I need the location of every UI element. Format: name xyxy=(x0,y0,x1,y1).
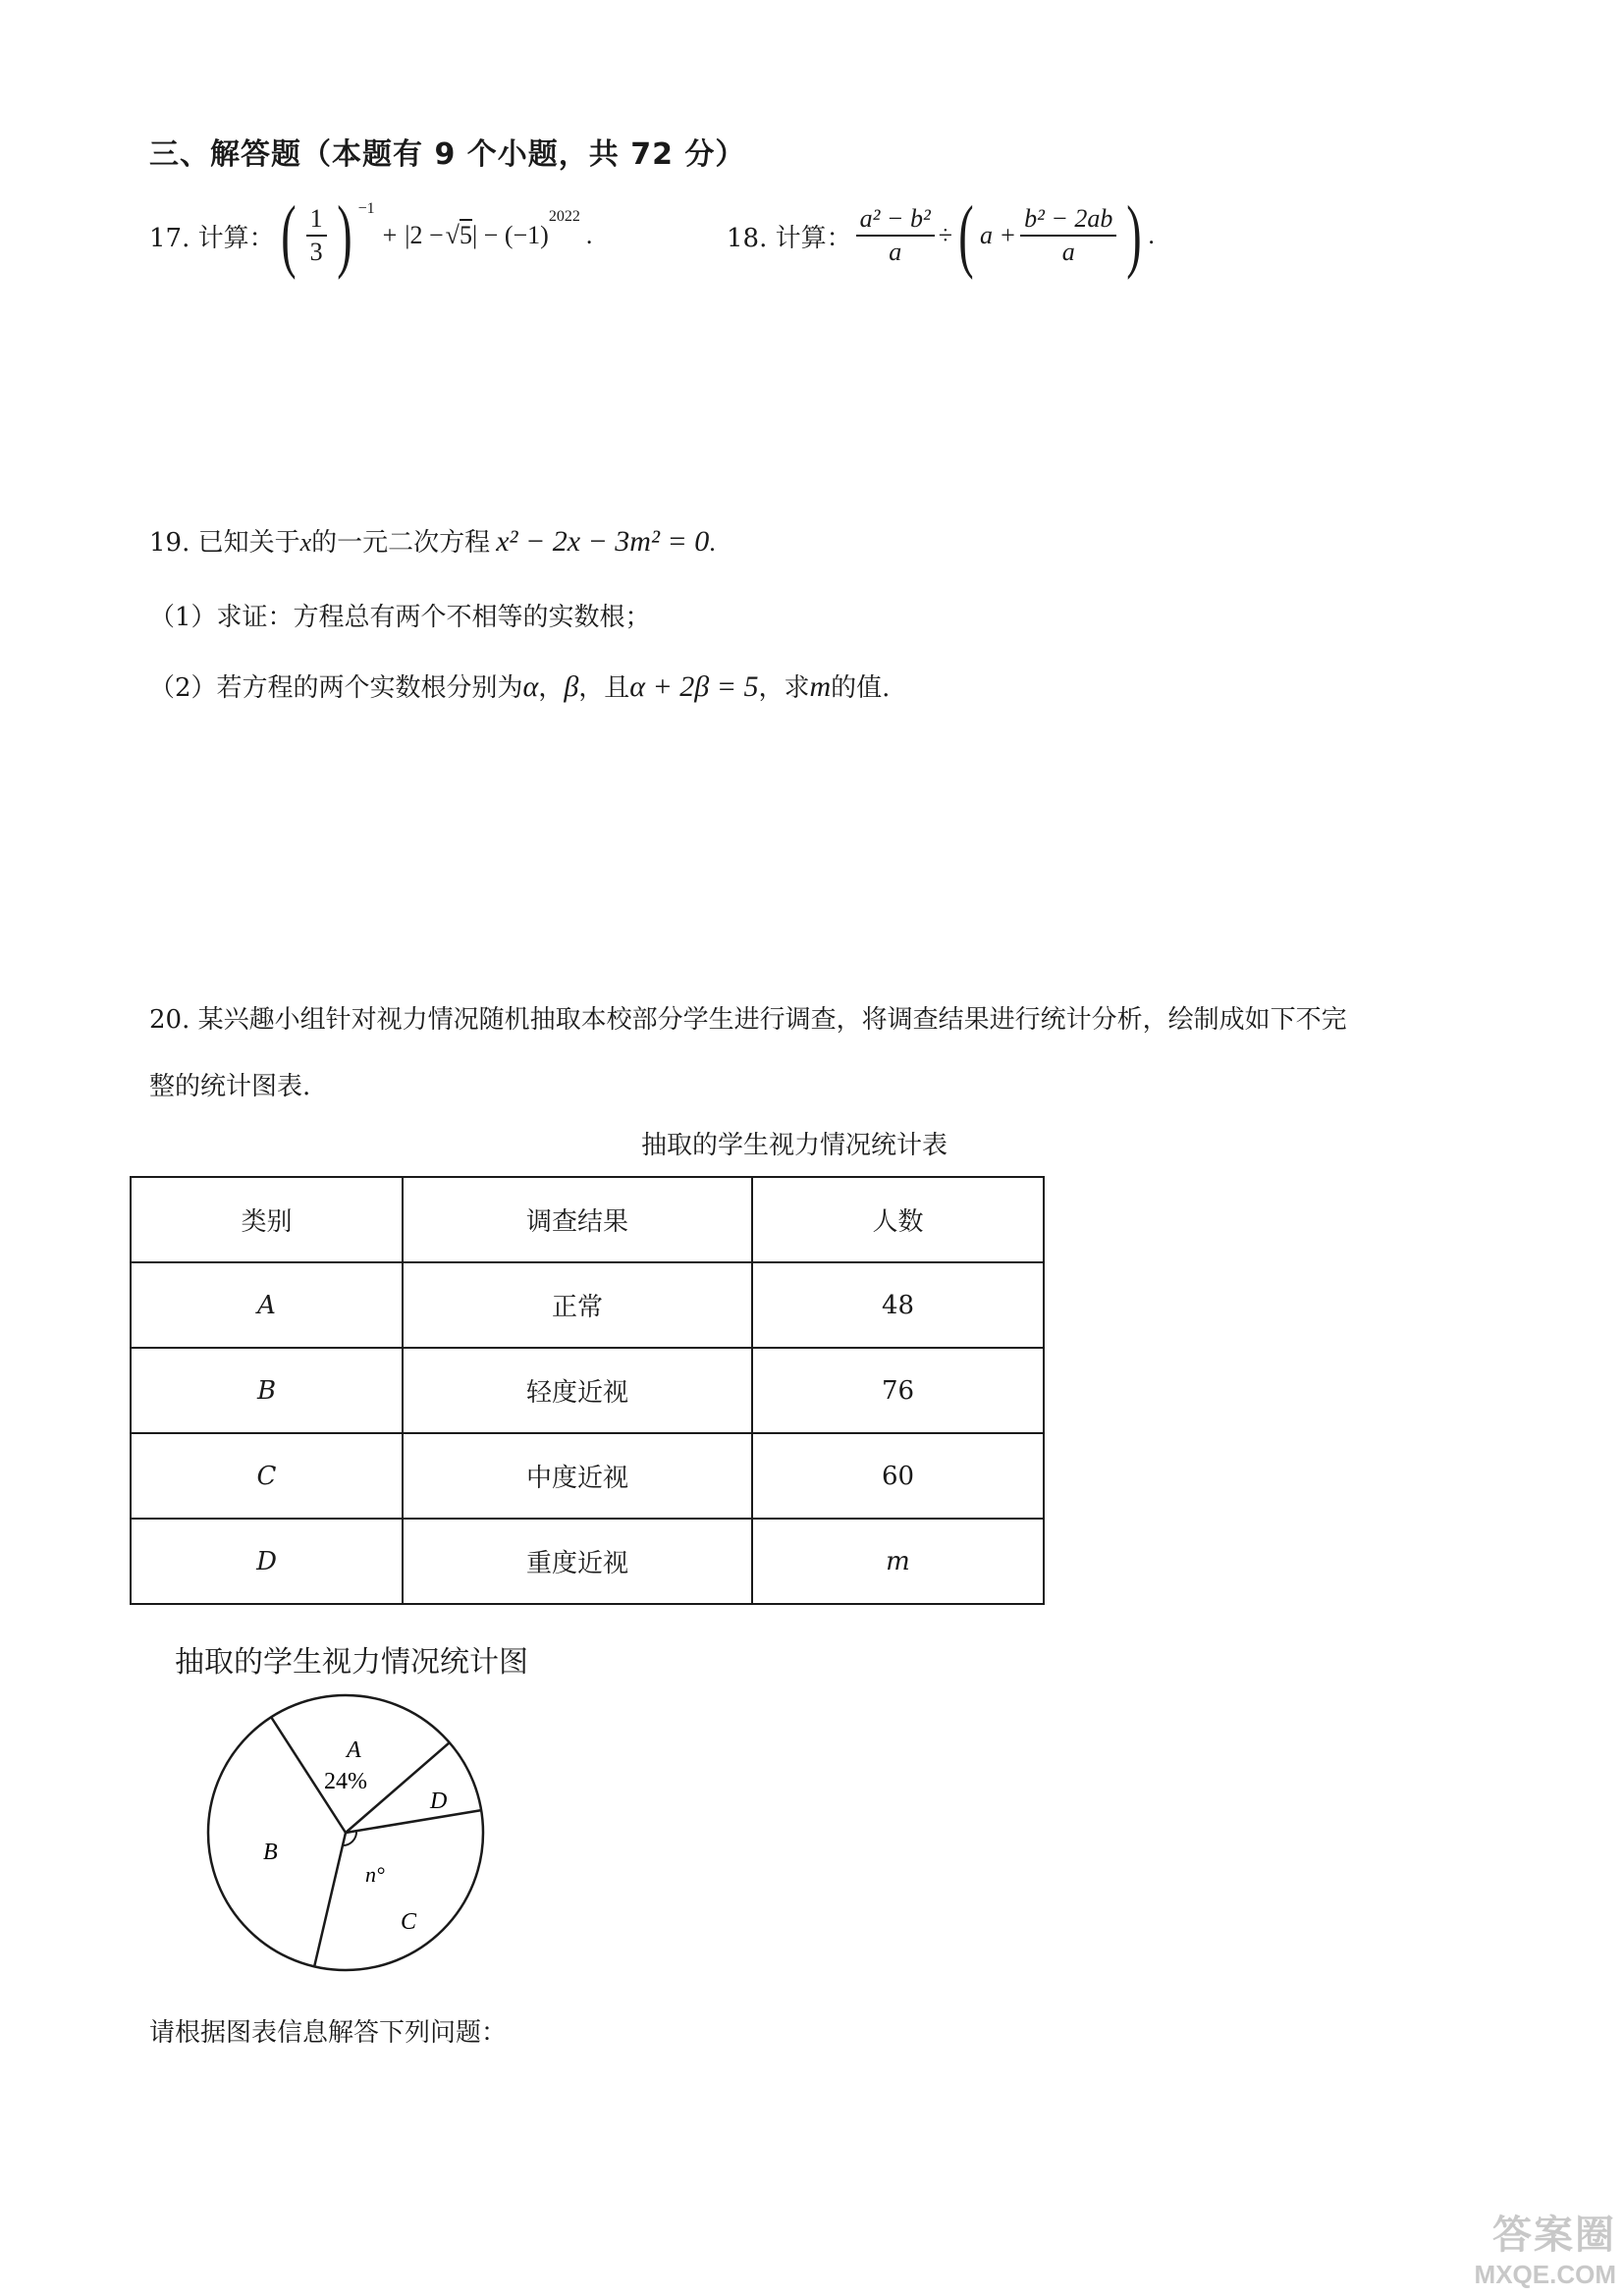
table-header: 调查结果 xyxy=(403,1177,752,1262)
pie-sector-line xyxy=(314,1833,346,1967)
table-header: 人数 xyxy=(752,1177,1044,1262)
table-cell: D xyxy=(131,1519,403,1604)
table-cell: 60 xyxy=(752,1433,1044,1519)
table-row xyxy=(131,1348,1044,1433)
watermark xyxy=(1475,2204,1616,2290)
q18-fraction-2: $\frac{\text{b² − 2ab}}{a}$ xyxy=(1020,203,1116,269)
q19-condition: α + 2β = 5 xyxy=(629,670,759,703)
table-header: 类别 xyxy=(131,1177,403,1262)
table-cell: 重度近视 xyxy=(403,1519,752,1604)
q17-label: 17. 计算： xyxy=(149,223,275,253)
table-cell: 轻度近视 xyxy=(403,1348,752,1433)
pie-label-b: B xyxy=(263,1840,278,1865)
stats-table xyxy=(130,1176,1045,1605)
table-cell: m xyxy=(752,1519,1044,1604)
pie-chart-title: 抽取的学生视力情况统计图 xyxy=(175,1645,528,1680)
table-title: 抽取的学生视力情况统计表 xyxy=(641,1131,948,1160)
q17-abs-open: |2 − xyxy=(405,221,444,249)
q18-fraction-1: $\frac{\text{a² − b²}}{a}$ xyxy=(856,203,935,269)
pie-label-d: D xyxy=(430,1789,448,1814)
answer-prompt: 请根据图表信息解答下列问题： xyxy=(149,2018,508,2048)
question-20-line-1: 20. 某兴趣小组针对视力情况随机抽取本校部分学生进行调查，将调查结果进行统计分析，绘制成如下不完 xyxy=(149,1005,1347,1035)
table-row xyxy=(131,1262,1044,1348)
table-row xyxy=(131,1433,1044,1519)
question-19-part-1: （1）求证：方程总有两个不相等的实数根； xyxy=(149,603,651,632)
pie-label-angle: n° xyxy=(365,1862,385,1887)
q18-inner: a + xyxy=(980,221,1017,249)
pie-label-a: A xyxy=(347,1737,361,1763)
watermark-url: MXQE.COM xyxy=(1474,2260,1616,2289)
pie-label-c: C xyxy=(401,1909,417,1935)
table-cell: C xyxy=(131,1433,403,1519)
table-header-row xyxy=(131,1177,1044,1262)
pie-chart xyxy=(196,1681,501,1985)
question-20-line-2: 整的统计图表. xyxy=(149,1072,311,1101)
table-cell: 76 xyxy=(752,1348,1044,1433)
table-cell: 正常 xyxy=(403,1262,752,1348)
table-cell: B xyxy=(131,1348,403,1433)
table-row xyxy=(131,1519,1044,1604)
table-cell: 中度近视 xyxy=(403,1433,752,1519)
section-title: 三、解答题（本题有 9 个小题，共 72 分） xyxy=(149,137,746,172)
table-cell: 48 xyxy=(752,1262,1044,1348)
pie-label-a-percent: 24% xyxy=(324,1769,367,1794)
q18-label: 18. 计算： xyxy=(727,223,852,253)
q17-exponent: −1 xyxy=(357,200,375,217)
question-19-part-2: （2）若方程的两个实数根分别为α，β，且α + 2β = 5，求m的值. xyxy=(149,670,891,703)
question-17: 17. 计算： ( $\frac{1}{3}$ ) $^{-1}$ + |2 − √5 | − (−1) $^{2022}$ . xyxy=(149,189,593,281)
q17-fraction: $\frac{1}{3}$ xyxy=(306,203,327,269)
watermark-logo: 答案圈 xyxy=(1492,2214,1616,2257)
q19-equation: x² − 2x − 3m² = 0 xyxy=(496,525,710,558)
question-18: 18. 计算： $\frac{\text{a² − b²}}{a}$ ÷ ( a + $\frac{\text{b² − 2ab}}{a}$ ) . xyxy=(727,189,1155,281)
q17-sqrt: 5 xyxy=(459,221,472,249)
q17-exponent-2022: 2022 xyxy=(548,208,580,225)
question-19-stem: 19. 已知关于x的一元二次方程 x² − 2x − 3m² = 0. xyxy=(149,525,716,558)
table-cell: A xyxy=(131,1262,403,1348)
q18-divide: ÷ xyxy=(938,221,953,249)
q17-abs-tail: | − (−1) xyxy=(471,221,549,249)
